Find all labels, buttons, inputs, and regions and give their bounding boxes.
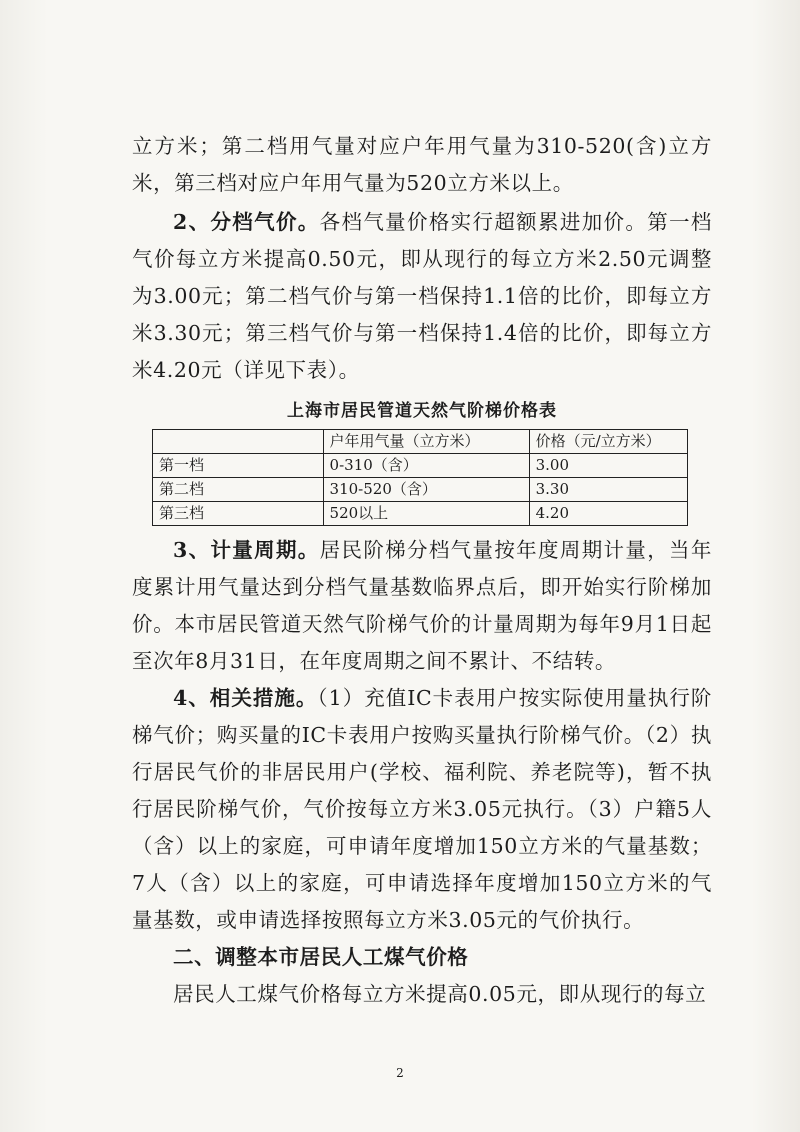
paragraph-4-heading: 4、相关措施。 [173, 686, 318, 710]
table-cell: 4.20 [529, 502, 687, 526]
price-table [152, 429, 688, 526]
paragraph-1: 立方米；第二档用气量对应户年用气量为310-520(含)立方米，第三档对应户年用气量为520立方米以上。 [132, 134, 712, 195]
table-cell: 310-520（含） [323, 478, 529, 502]
table-row [153, 454, 688, 478]
table-cell: 第一档 [153, 454, 324, 478]
paragraph-5: 居民人工煤气价格每立方米提高0.05元，即从现行的每立 [173, 982, 707, 1006]
paragraph-4 [132, 680, 712, 939]
table-row [153, 478, 688, 502]
page-number: 2 [396, 1066, 404, 1080]
paragraph-4-body: （1）充值IC卡表用户按实际使用量执行阶梯气价；购买量的IC卡表用户按购买量执行阶梯气价。（2）执行居民气价的非居民用户(学校、福利院、养老院等)，暂不执行居民阶梯气价，气价按每立方米3.05元执行。（3）户籍5人（含）以上的家庭，可申请年度增加150立方米的气量基数；7人（含）以上的家庭，可申请选择年度增加150立方米的气量基数，或申请选择按照每立方米3.05元的气价执行。 [132, 686, 712, 932]
paragraph-2-heading: 2、分档气价。 [173, 210, 320, 234]
document-body [132, 128, 712, 1013]
paragraph-2-body: 各档气量价格实行超额累进加价。第一档气价每立方米提高0.50元，即从现行的每立方米2.50元调整为3.00元；第二档气价与第一档保持1.1倍的比价，即每立方米3.30元；第三档气价与第一档保持1.4倍的比价，即每立方米4.20元（详见下表）。 [132, 210, 712, 382]
paragraph-3-heading: 3、计量周期。 [173, 538, 320, 562]
paragraph-3-body: 居民阶梯分档气量按年度周期计量，当年度累计用气量达到分档气量基数临界点后，即开始实行阶梯加价。本市居民管道天然气阶梯气价的计量周期为每年9月1日起至次年8月31日，在年度周期之间不累计、不结转。 [132, 538, 712, 673]
table-row [153, 502, 688, 526]
table-cell: 3.30 [529, 478, 687, 502]
table-cell: 第二档 [153, 478, 324, 502]
table-cell: 3.00 [529, 454, 687, 478]
table-header-row [153, 430, 688, 454]
table-header-cell: 户年用气量（立方米） [323, 430, 529, 454]
table-header-cell [153, 430, 324, 454]
table-title: 上海市居民管道天然气阶梯价格表 [287, 401, 557, 421]
section-heading-2: 二、调整本市居民人工煤气价格 [173, 945, 469, 969]
table-cell: 520以上 [323, 502, 529, 526]
paragraph-3 [132, 532, 712, 680]
table-header-cell: 价格（元/立方米） [529, 430, 687, 454]
table-cell: 第三档 [153, 502, 324, 526]
paragraph-2 [132, 204, 712, 389]
table-cell: 0-310（含） [323, 454, 529, 478]
